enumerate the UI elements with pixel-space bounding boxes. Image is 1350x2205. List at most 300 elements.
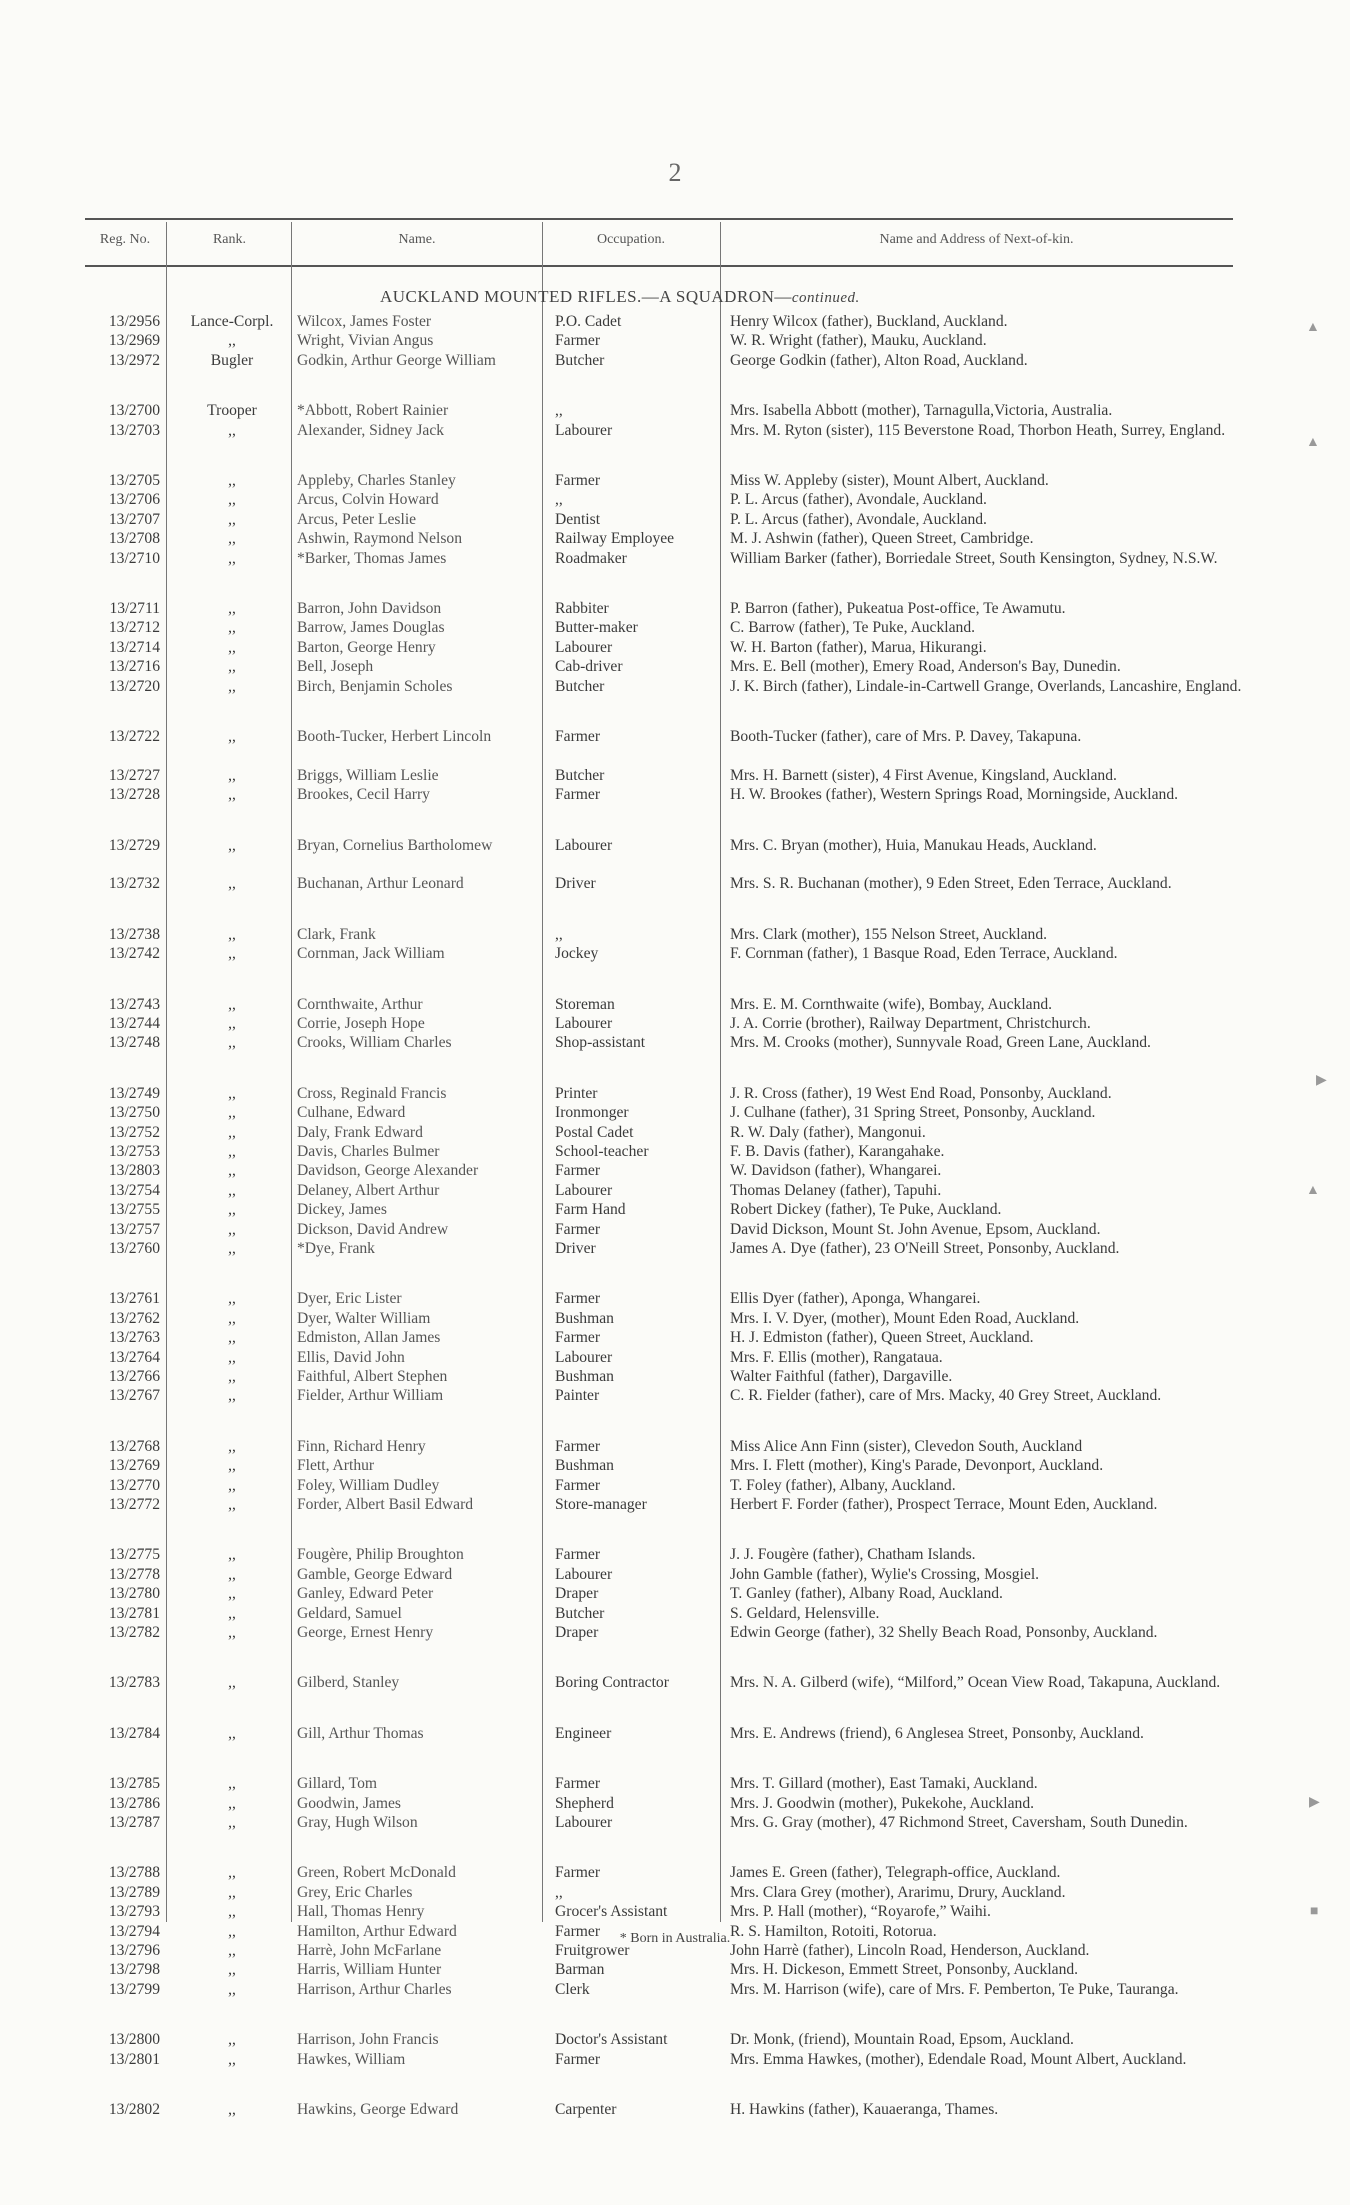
occupation-cell: Farmer — [555, 472, 601, 490]
occupation-cell: Roadmaker — [555, 549, 627, 567]
occupation-cell: Grocer's Assistant — [555, 1903, 668, 1921]
occupation-cell: Bushman — [555, 1309, 614, 1327]
occupation-cell: Postal Cadet — [555, 1123, 634, 1141]
footnote: * Born in Australia. — [619, 1931, 731, 1946]
reg-no-cell: 13/2708 — [108, 530, 160, 548]
name-cell: Cornman, Jack William — [297, 945, 445, 963]
name-cell: Fielder, Arthur William — [297, 1387, 444, 1405]
occupation-cell: Farmer — [555, 1437, 601, 1455]
reg-no-cell: 13/2794 — [108, 1922, 160, 1940]
table-row — [0, 490, 1350, 509]
next-of-kin-cell: F. Cornman (father), 1 Basque Road, Eden Terrace, Auckland. — [730, 945, 1118, 963]
name-cell: Delaney, Albert Arthur — [297, 1181, 440, 1199]
occupation-cell: Boring Contractor — [555, 1674, 669, 1692]
reg-no-cell: 13/2789 — [108, 1883, 160, 1901]
occupation-cell: Shepherd — [555, 1794, 614, 1812]
occupation-cell: Ironmonger — [555, 1104, 629, 1122]
rank-cell: ,, — [228, 510, 236, 528]
rank-cell: ,, — [228, 945, 236, 963]
reg-no-cell: 13/2749 — [108, 1084, 160, 1102]
reg-no-cell: 13/2782 — [108, 1623, 160, 1641]
table-row — [0, 312, 1350, 331]
occupation-cell: Labourer — [555, 1565, 613, 1583]
rank-cell: ,, — [228, 1623, 236, 1641]
next-of-kin-cell: Henry Wilcox (father), Buckland, Auckland. — [730, 313, 1008, 330]
table-row — [0, 1456, 1350, 1475]
name-cell: Appleby, Charles Stanley — [297, 472, 456, 490]
rank-cell: ,, — [228, 1015, 236, 1033]
reg-no-cell: 13/2700 — [108, 402, 160, 420]
table-row — [0, 1386, 1350, 1425]
occupation-cell: Butter-maker — [555, 619, 638, 637]
margin-mark: ▲ — [1306, 1183, 1320, 1198]
next-of-kin-cell: P. L. Arcus (father), Avondale, Auckland. — [730, 491, 987, 509]
next-of-kin-cell: George Godkin (father), Alton Road, Auckland. — [730, 351, 1028, 369]
name-cell: Hamilton, Arthur Edward — [297, 1922, 457, 1940]
rank-cell: ,, — [228, 1329, 236, 1347]
occupation-cell: Carpenter — [555, 2100, 617, 2118]
table-row — [0, 1437, 1350, 1456]
rank-cell: ,, — [228, 1034, 236, 1052]
reg-no-cell: 13/2743 — [108, 995, 160, 1013]
table-row — [0, 1724, 1350, 1763]
name-cell: Foley, William Dudley — [297, 1476, 440, 1494]
rank-cell: ,, — [228, 1724, 236, 1742]
rank-cell: ,, — [228, 1309, 236, 1327]
rank-cell: ,, — [228, 1941, 236, 1959]
next-of-kin-cell: Mrs. Clara Grey (mother), Ararimu, Drury, Auckland. — [730, 1883, 1066, 1901]
rank-cell: ,, — [228, 638, 236, 656]
reg-no-cell: 13/2956 — [108, 313, 160, 330]
reg-no-cell: 13/2748 — [108, 1034, 160, 1052]
occupation-cell: Farmer — [555, 1329, 601, 1347]
next-of-kin-cell: Mrs. T. Gillard (mother), East Tamaki, Auckland. — [730, 1775, 1038, 1793]
occupation-cell: Driver — [555, 875, 596, 893]
name-cell: Barrow, James Douglas — [297, 619, 445, 637]
name-cell: Edmiston, Allan James — [297, 1329, 441, 1347]
rank-cell: ,, — [228, 472, 236, 490]
reg-no-cell: 13/2703 — [108, 421, 160, 439]
rank-cell: ,, — [228, 1604, 236, 1622]
occupation-cell: Draper — [555, 1623, 599, 1641]
occupation-cell: Labourer — [555, 1813, 613, 1831]
next-of-kin-cell: Mrs. H. Dickeson, Emmett Street, Ponsonby, Auckland. — [730, 1961, 1079, 1979]
rank-cell: ,, — [228, 2031, 236, 2049]
rank-cell: ,, — [228, 332, 236, 350]
table-row — [0, 1289, 1350, 1308]
reg-no-cell: 13/2757 — [108, 1220, 160, 1238]
reg-no-cell: 13/2712 — [108, 619, 160, 637]
rank-cell: ,, — [228, 1104, 236, 1122]
table-row — [0, 727, 1350, 766]
next-of-kin-cell: W. H. Barton (father), Marua, Hikurangi. — [730, 638, 987, 656]
next-of-kin-cell: Mrs. M. Crooks (mother), Sunnyvale Road, Green Lane, Auckland. — [730, 1034, 1151, 1052]
next-of-kin-cell: James A. Dye (father), 23 O'Neill Street, Ponsonby, Auckland. — [730, 1239, 1120, 1257]
occupation-cell: School-teacher — [555, 1143, 649, 1160]
table-row — [0, 1623, 1350, 1662]
occupation-cell: Labourer — [555, 421, 613, 439]
occupation-cell: Cab-driver — [555, 658, 623, 676]
table-row — [0, 677, 1350, 716]
next-of-kin-cell: Mrs. Emma Hawkes, (mother), Edendale Road, Mount Albert, Auckland. — [730, 2050, 1187, 2068]
table-row — [0, 510, 1350, 529]
rank-cell: ,, — [228, 925, 236, 943]
reg-no-cell: 13/2754 — [108, 1181, 160, 1199]
table-row — [0, 1863, 1350, 1882]
next-of-kin-cell: R. W. Daly (father), Mangonui. — [730, 1123, 926, 1141]
next-of-kin-cell: Mrs. N. A. Gilberd (wife), “Milford,” Ocean View Road, Takapuna, Auckland. — [730, 1674, 1221, 1692]
name-cell: Hall, Thomas Henry — [297, 1903, 425, 1921]
table-row — [0, 785, 1350, 824]
next-of-kin-cell: John Gamble (father), Wylie's Crossing, Mosgiel. — [730, 1565, 1040, 1583]
reg-no-cell: 13/2714 — [108, 638, 160, 656]
next-of-kin-cell: C. Barrow (father), Te Puke, Auckland. — [730, 619, 976, 637]
name-cell: Booth-Tucker, Herbert Lincoln — [297, 727, 492, 745]
name-cell: Barton, George Henry — [297, 638, 436, 656]
name-cell: Green, Robert McDonald — [297, 1864, 456, 1882]
name-cell: Wilcox, James Foster — [297, 313, 432, 330]
reg-no-cell: 13/2766 — [108, 1367, 160, 1385]
occupation-cell: Butcher — [555, 677, 605, 695]
occupation-cell: ,, — [555, 491, 563, 509]
reg-no-cell: 13/2785 — [108, 1775, 160, 1793]
table-row — [0, 549, 1350, 588]
reg-no-cell: 13/2711 — [109, 600, 160, 617]
name-cell: Gill, Arthur Thomas — [297, 1724, 424, 1742]
name-cell: Gilberd, Stanley — [297, 1674, 400, 1692]
table-row — [0, 1220, 1350, 1239]
header-next-of-kin: Name and Address of Next-of-kin. — [879, 232, 1074, 247]
name-cell: Forder, Albert Basil Edward — [297, 1495, 474, 1513]
next-of-kin-cell: Miss Alice Ann Finn (sister), Clevedon South, Auckland — [730, 1437, 1083, 1455]
reg-no-cell: 13/2793 — [108, 1903, 160, 1921]
next-of-kin-cell: C. R. Fielder (father), care of Mrs. Macky, 40 Grey Street, Auckland. — [730, 1387, 1162, 1405]
rank-cell: ,, — [228, 1961, 236, 1979]
next-of-kin-cell: R. S. Hamilton, Rotoiti, Rotorua. — [730, 1922, 937, 1940]
next-of-kin-cell: David Dickson, Mount St. John Avenue, Epsom, Auckland. — [730, 1220, 1101, 1238]
reg-no-cell: 13/2722 — [108, 727, 160, 745]
rank-cell: ,, — [228, 1084, 236, 1102]
occupation-cell: Farmer — [555, 2050, 601, 2068]
next-of-kin-cell: H. W. Brookes (father), Western Springs Road, Morningside, Auckland. — [730, 786, 1179, 804]
occupation-cell: Farmer — [555, 1922, 601, 1940]
table-row — [0, 638, 1350, 657]
name-cell: Bell, Joseph — [297, 658, 374, 676]
next-of-kin-cell: Mrs. M. Ryton (sister), 115 Beverstone Road, Thorbon Heath, Surrey, England. — [730, 421, 1226, 439]
occupation-cell: ,, — [555, 402, 563, 420]
occupation-cell: Farmer — [555, 1864, 601, 1882]
occupation-cell: Farmer — [555, 1775, 601, 1793]
table-row — [0, 1604, 1350, 1623]
occupation-cell: Labourer — [555, 1015, 613, 1033]
occupation-cell: Farmer — [555, 1162, 601, 1180]
name-cell: Harris, William Hunter — [297, 1961, 442, 1979]
reg-no-cell: 13/2786 — [108, 1794, 160, 1812]
rank-cell: ,, — [228, 1290, 236, 1308]
next-of-kin-cell: Edwin George (father), 32 Shelly Beach Road, Ponsonby, Auckland. — [730, 1623, 1158, 1641]
occupation-cell: Farmer — [555, 786, 601, 804]
reg-no-cell: 13/2778 — [108, 1565, 160, 1583]
reg-no-cell: 13/2706 — [108, 491, 160, 509]
reg-no-cell: 13/2710 — [108, 549, 160, 567]
next-of-kin-cell: Mrs. I. V. Dyer, (mother), Mount Eden Road, Auckland. — [730, 1309, 1080, 1327]
name-cell: Dickson, David Andrew — [297, 1220, 449, 1238]
reg-no-cell: 13/2972 — [108, 351, 160, 369]
occupation-cell: Painter — [555, 1387, 600, 1405]
name-cell: Bryan, Cornelius Bartholomew — [297, 836, 493, 854]
table-row — [0, 351, 1350, 390]
table-row — [0, 1813, 1350, 1852]
rank-cell: ,, — [228, 1123, 236, 1141]
name-cell: Faithful, Albert Stephen — [297, 1367, 448, 1385]
reg-no-cell: 13/2798 — [108, 1961, 160, 1979]
reg-no-cell: 13/2755 — [108, 1201, 160, 1219]
table-row — [0, 1673, 1350, 1712]
name-cell: Brookes, Cecil Harry — [297, 786, 430, 804]
reg-no-cell: 13/2752 — [108, 1123, 160, 1141]
table-row — [0, 1309, 1350, 1328]
next-of-kin-cell: Miss W. Appleby (sister), Mount Albert, Auckland. — [730, 472, 1049, 490]
table-row — [0, 874, 1350, 913]
next-of-kin-cell: M. J. Ashwin (father), Queen Street, Cambridge. — [730, 530, 1034, 548]
next-of-kin-cell: John Harrè (father), Lincoln Road, Henderson, Auckland. — [730, 1941, 1090, 1959]
rank-cell: ,, — [228, 1387, 236, 1405]
name-cell: Ganley, Edward Peter — [297, 1585, 434, 1603]
reg-no-cell: 13/2764 — [108, 1348, 160, 1366]
next-of-kin-cell: James E. Green (father), Telegraph-office, Auckland. — [730, 1864, 1061, 1882]
name-cell: Harrè, John McFarlane — [297, 1941, 442, 1959]
next-of-kin-cell: Thomas Delaney (father), Tapuhi. — [730, 1181, 942, 1199]
table-row — [0, 2100, 1350, 2119]
rank-cell: ,, — [228, 1143, 236, 1160]
rank-cell: ,, — [228, 491, 236, 509]
next-of-kin-cell: J. K. Birch (father), Lindale-in-Cartwell Grange, Overlands, Lancashire, England. — [730, 677, 1242, 695]
next-of-kin-cell: H. J. Edmiston (father), Queen Street, Auckland. — [730, 1329, 1034, 1347]
table-row — [0, 657, 1350, 676]
table-row — [0, 1960, 1350, 1979]
margin-mark: ▲ — [1306, 435, 1320, 450]
section-title — [380, 287, 860, 307]
reg-no-cell: 13/2728 — [108, 786, 160, 804]
next-of-kin-cell: Mrs. S. R. Buchanan (mother), 9 Eden Street, Eden Terrace, Auckland. — [730, 875, 1172, 893]
table-row — [0, 1033, 1350, 1072]
reg-no-cell: 13/2781 — [108, 1604, 160, 1622]
rank-cell: ,, — [228, 995, 236, 1013]
occupation-cell: Farmer — [555, 1220, 601, 1238]
name-cell: Clark, Frank — [297, 925, 376, 943]
table-row — [0, 1014, 1350, 1033]
rank-cell: ,, — [228, 1794, 236, 1812]
occupation-cell: Farmer — [555, 1290, 601, 1308]
name-cell: Hawkes, William — [297, 2050, 406, 2068]
rank-cell: ,, — [228, 2100, 236, 2118]
reg-no-cell: 13/2768 — [108, 1437, 160, 1455]
next-of-kin-cell: H. Hawkins (father), Kauaeranga, Thames. — [730, 2100, 999, 2118]
section-title-text: AUCKLAND MOUNTED RIFLES.—A SQUADRON— — [380, 287, 792, 306]
table-row — [0, 1565, 1350, 1584]
next-of-kin-cell: Herbert F. Forder (father), Prospect Terrace, Mount Eden, Auckland. — [730, 1495, 1158, 1513]
occupation-cell: Railway Employee — [555, 530, 675, 548]
table-row — [0, 1367, 1350, 1386]
reg-no-cell: 13/2770 — [108, 1476, 160, 1494]
name-cell: Godkin, Arthur George William — [297, 351, 496, 369]
next-of-kin-cell: Mrs. Clark (mother), 155 Nelson Street, Auckland. — [730, 925, 1048, 943]
rank-cell: ,, — [228, 1864, 236, 1882]
rank-cell: ,, — [228, 1922, 236, 1940]
next-of-kin-cell: J. R. Cross (father), 19 West End Road, Ponsonby, Auckland. — [730, 1084, 1112, 1102]
rank-cell: ,, — [228, 836, 236, 854]
occupation-cell: Farm Hand — [555, 1201, 626, 1219]
table-row — [0, 1200, 1350, 1219]
next-of-kin-cell: Mrs. F. Ellis (mother), Rangataua. — [730, 1348, 943, 1366]
reg-no-cell: 13/2769 — [108, 1457, 160, 1475]
rank-cell: ,, — [228, 421, 236, 439]
rank-cell: ,, — [228, 1220, 236, 1238]
table-row — [0, 1902, 1350, 1921]
reg-no-cell: 13/2788 — [108, 1864, 160, 1882]
table-row — [0, 2050, 1350, 2089]
rank-cell: ,, — [228, 875, 236, 893]
next-of-kin-cell: Booth-Tucker (father), care of Mrs. P. Davey, Takapuna. — [730, 727, 1082, 745]
name-cell: Finn, Richard Henry — [297, 1437, 426, 1455]
table-row — [0, 1476, 1350, 1495]
reg-no-cell: 13/2763 — [108, 1329, 160, 1347]
table-row — [0, 836, 1350, 875]
occupation-cell: Rabbiter — [555, 600, 609, 617]
rank-cell: ,, — [228, 1437, 236, 1455]
next-of-kin-cell: Mrs. I. Flett (mother), King's Parade, Devonport, Auckland. — [730, 1457, 1104, 1475]
page-number: 2 — [668, 158, 682, 187]
table-row — [0, 1328, 1350, 1347]
reg-no-cell: 13/2783 — [108, 1674, 160, 1692]
table-row — [0, 1545, 1350, 1564]
next-of-kin-cell: William Barker (father), Borriedale Street, South Kensington, Sydney, N.S.W. — [730, 549, 1218, 567]
header-bottom-rule — [85, 265, 1233, 267]
table-row — [0, 599, 1350, 618]
rank-cell: ,, — [228, 1476, 236, 1494]
table-row — [0, 925, 1350, 944]
header-reg-no: Reg. No. — [99, 232, 151, 247]
reg-no-cell: 13/2732 — [108, 875, 160, 893]
next-of-kin-cell: Mrs. C. Bryan (mother), Huia, Manukau Heads, Auckland. — [730, 836, 1097, 854]
rank-cell: ,, — [228, 1348, 236, 1366]
rank-cell: ,, — [228, 1674, 236, 1692]
table-row — [0, 995, 1350, 1014]
next-of-kin-cell: J. A. Corrie (brother), Railway Department, Christchurch. — [730, 1015, 1091, 1033]
next-of-kin-cell: Mrs. P. Hall (mother), “Royarofe,” Waihi. — [730, 1903, 991, 1921]
name-cell: Fougère, Philip Broughton — [297, 1546, 464, 1564]
occupation-cell: Labourer — [555, 1348, 613, 1366]
table-row — [0, 1584, 1350, 1603]
table-row — [0, 1774, 1350, 1793]
margin-mark: ▲ — [1306, 320, 1320, 335]
rank-cell: ,, — [228, 619, 236, 637]
name-cell: Geldard, Samuel — [297, 1604, 402, 1622]
next-of-kin-cell: Robert Dickey (father), Te Puke, Auckland. — [730, 1201, 1002, 1219]
margin-mark: ▶ — [1309, 1795, 1320, 1810]
reg-no-cell: 13/2744 — [108, 1015, 160, 1033]
name-cell: Harrison, Arthur Charles — [297, 1980, 452, 1998]
margin-mark: ▶ — [1316, 1073, 1327, 1088]
rank-cell: ,, — [228, 1813, 236, 1831]
next-of-kin-cell: J. Culhane (father), 31 Spring Street, Ponsonby, Auckland. — [730, 1104, 1096, 1122]
reg-no-cell: 13/2738 — [108, 925, 160, 943]
next-of-kin-cell: P. Barron (father), Pukeatua Post-office, Te Awamutu. — [730, 600, 1066, 617]
name-cell: Hawkins, George Edward — [297, 2100, 459, 2118]
roll-table — [0, 312, 1350, 2119]
occupation-cell: Clerk — [555, 1980, 590, 1998]
occupation-cell: Printer — [555, 1084, 598, 1102]
name-cell: Grey, Eric Charles — [297, 1883, 413, 1901]
reg-no-cell: 13/2799 — [108, 1980, 160, 1998]
occupation-cell: Dentist — [555, 510, 601, 528]
next-of-kin-cell: Mrs. E. Bell (mother), Emery Road, Anderson's Bay, Dunedin. — [730, 658, 1121, 676]
occupation-cell: Fruitgrower — [555, 1941, 630, 1959]
reg-no-cell: 13/2796 — [108, 1941, 160, 1959]
occupation-cell: Labourer — [555, 638, 613, 656]
reg-no-cell: 13/2802 — [108, 2100, 160, 2118]
name-cell: Wright, Vivian Angus — [297, 332, 434, 350]
name-cell: Harrison, John Francis — [297, 2031, 439, 2049]
occupation-cell: Draper — [555, 1585, 599, 1603]
name-cell: Goodwin, James — [297, 1794, 401, 1812]
occupation-cell: Butcher — [555, 351, 605, 369]
table-row — [0, 1181, 1350, 1200]
rank-cell: ,, — [228, 1980, 236, 1998]
name-cell: Arcus, Peter Leslie — [297, 510, 417, 528]
reg-no-cell: 13/2800 — [108, 2031, 160, 2049]
occupation-cell: Jockey — [555, 945, 599, 963]
next-of-kin-cell: F. B. Davis (father), Karangahake. — [730, 1143, 945, 1160]
rank-cell: ,, — [228, 1367, 236, 1385]
next-of-kin-cell: Mrs. M. Harrison (wife), care of Mrs. F. Pemberton, Te Puke, Tauranga. — [730, 1980, 1179, 1998]
rank-cell: ,, — [228, 1457, 236, 1475]
name-cell: Ellis, David John — [297, 1348, 405, 1366]
next-of-kin-cell: J. J. Fougère (father), Chatham Islands. — [730, 1546, 976, 1564]
name-cell: Corrie, Joseph Hope — [297, 1015, 425, 1033]
rank-cell: ,, — [228, 1903, 236, 1921]
rank-cell: ,, — [228, 1181, 236, 1199]
rank-cell: ,, — [228, 1565, 236, 1583]
next-of-kin-cell: Mrs. Isabella Abbott (mother), Tarnagulla,Victoria, Australia. — [730, 402, 1113, 420]
next-of-kin-cell: Mrs. E. M. Cornthwaite (wife), Bombay, Auckland. — [730, 995, 1053, 1013]
name-cell: Cornthwaite, Arthur — [297, 995, 423, 1013]
rank-cell: ,, — [228, 600, 236, 617]
occupation-cell: Engineer — [555, 1724, 612, 1742]
reg-no-cell: 13/2801 — [108, 2050, 160, 2068]
next-of-kin-cell: W. Davidson (father), Whangarei. — [730, 1162, 942, 1180]
name-cell: Davidson, George Alexander — [297, 1162, 479, 1180]
rank-cell: ,, — [228, 549, 236, 567]
reg-no-cell: 13/2761 — [108, 1290, 160, 1308]
rank-cell: ,, — [228, 1585, 236, 1603]
occupation-cell: Farmer — [555, 727, 601, 745]
next-of-kin-cell: Ellis Dyer (father), Aponga, Whangarei. — [730, 1290, 981, 1308]
name-cell: Dyer, Eric Lister — [297, 1290, 402, 1308]
occupation-cell: Farmer — [555, 332, 601, 350]
reg-no-cell: 13/2762 — [108, 1309, 160, 1327]
reg-no-cell: 13/2760 — [108, 1239, 160, 1257]
rank-cell: ,, — [228, 766, 236, 784]
reg-no-cell: 13/2787 — [108, 1813, 160, 1831]
occupation-cell: Labourer — [555, 836, 613, 854]
occupation-cell: Butcher — [555, 766, 605, 784]
rank-cell: ,, — [228, 530, 236, 548]
table-row — [0, 421, 1350, 460]
rank-cell: ,, — [228, 1883, 236, 1901]
occupation-cell: Doctor's Assistant — [555, 2031, 668, 2049]
table-row — [0, 529, 1350, 548]
